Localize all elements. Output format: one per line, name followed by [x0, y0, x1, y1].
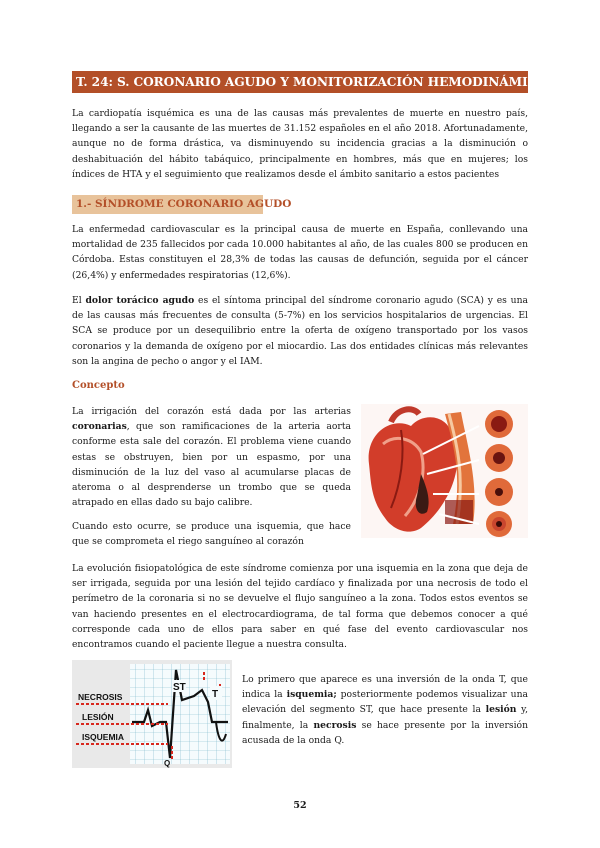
- section-paragraph-2: [72, 293, 528, 369]
- heart-artery-image: [361, 404, 528, 538]
- text-run: posteriormente podemos visualizar una elevación del segmento ST, que hace presente la: [242, 689, 528, 716]
- text-run: es el síntoma principal del síndrome coronario agudo (SCA) y es una de las causas más frecuentes de consulta (5-7%) en los servicios hospitalarios de urgencias. El SCA se produce por un desequilibrio entre la oferta de oxígeno transportado por los vasos coronarios y la demanda de oxígeno por el miocardio. Las dos entidades clínicas más relevantes son la angina de pecho o angor y el IAM.: [72, 295, 528, 367]
- ecg-chart: [72, 660, 232, 768]
- intro-paragraph: La cardiopatía isquémica es una de las causas más prevalentes de muerte en nuestro país, llegando a ser la causante de las muertes de 31.152 españoles en el año 2018. Afortunadamente, aunque no de forma drástica, va disminuyendo su incidencia gracias a la disminución o deshabituación del hábito tabáquico, principalmente en hombres, más que en mujeres; los índices de HTA y el seguimiento que realizamos desde el ámbito sanitario a estos pacientes: [72, 108, 528, 180]
- section-paragraph-1: La enfermedad cardiovascular es la principal causa de muerte en España, conllevando una mortalidad de 235 fallecidos por cada 10.000 habitantes al año, de las cuales 800 se producen en Córdoba. Estas constituyen el 28,3% de todas las causas de defunción, seguida por el cáncer (26,4%) y enfermedades respiratorias (12,6%).: [72, 224, 528, 281]
- ecg-illustration: [72, 660, 232, 768]
- ecg-label-necrosis: NECROSIS: [78, 692, 123, 702]
- text-run: , que son ramificaciones de la arteria aorta conforme esta sale del corazón. El problema viene cuando estas se obstruyen, bien por un espasmo, por una disminución de la luz del vaso al acumularse placas de ateroma o al desprenderse un trombo que se queda atrapado en ellas dado su bajo calibre.: [72, 421, 351, 509]
- subheading-concepto: Concepto: [72, 380, 125, 391]
- concepto-paragraph-2: Cuando esto ocurre, se produce una isquemia, que hace que se comprometa el riego sanguíneo al corazón: [72, 521, 351, 548]
- bold-term: dolor torácico agudo: [85, 295, 195, 306]
- ecg-label-lesion: LESIÓN: [82, 712, 114, 722]
- section-heading: 1.- SÍNDROME CORONARIO AGUDO: [72, 195, 263, 214]
- text-run: y, finalmente, la: [242, 704, 528, 731]
- concepto-paragraph-3: La evolución fisiopatológica de este síndrome comienza por una isquemia en la zona que deja de ser irrigada, seguida por una lesión del tejido cardíaco y finalizada por una necrosis de todo el perímetro de la coronaria si no se devuelve el flujo sanguíneo a la zona. Todos estos eventos se van haciendo presentes en el electrocardiograma, de tal forma que debemos conocer a qué corresponde cada uno de ellos para saber en qué fase del evento cardiovascular nos encontramos cuando el paciente llegue a nuestra consulta.: [72, 563, 528, 651]
- text-run: Lo primero que aparece es una inversión de la onda T, que indica la: [242, 674, 528, 701]
- page-title: T. 24: S. CORONARIO AGUDO Y MONITORIZACIÓN HEMODINÁMICA: [72, 71, 528, 93]
- ecg-label-q: Q: [164, 759, 171, 768]
- concepto-paragraph-1: [72, 404, 351, 510]
- text-run: El: [72, 295, 86, 306]
- bold-term: coronarias: [72, 421, 127, 433]
- heart-artery-illustration: [361, 404, 528, 538]
- ecg-label-isquemia: ISQUEMIA: [82, 732, 125, 742]
- text-run: La irrigación del corazón está dada por las arterias: [72, 406, 351, 417]
- ecg-label-t: T: [212, 689, 219, 700]
- ecg-label-st: ST: [173, 682, 186, 693]
- bold-term: necrosis: [313, 719, 357, 731]
- page-number: 52: [293, 800, 307, 811]
- text-run: se hace presente por la inversión acusada de la onda Q.: [242, 719, 528, 746]
- bold-term: isquemia;: [286, 689, 337, 701]
- concepto-paragraph-4: [242, 672, 528, 748]
- bold-term: lesión: [485, 704, 517, 716]
